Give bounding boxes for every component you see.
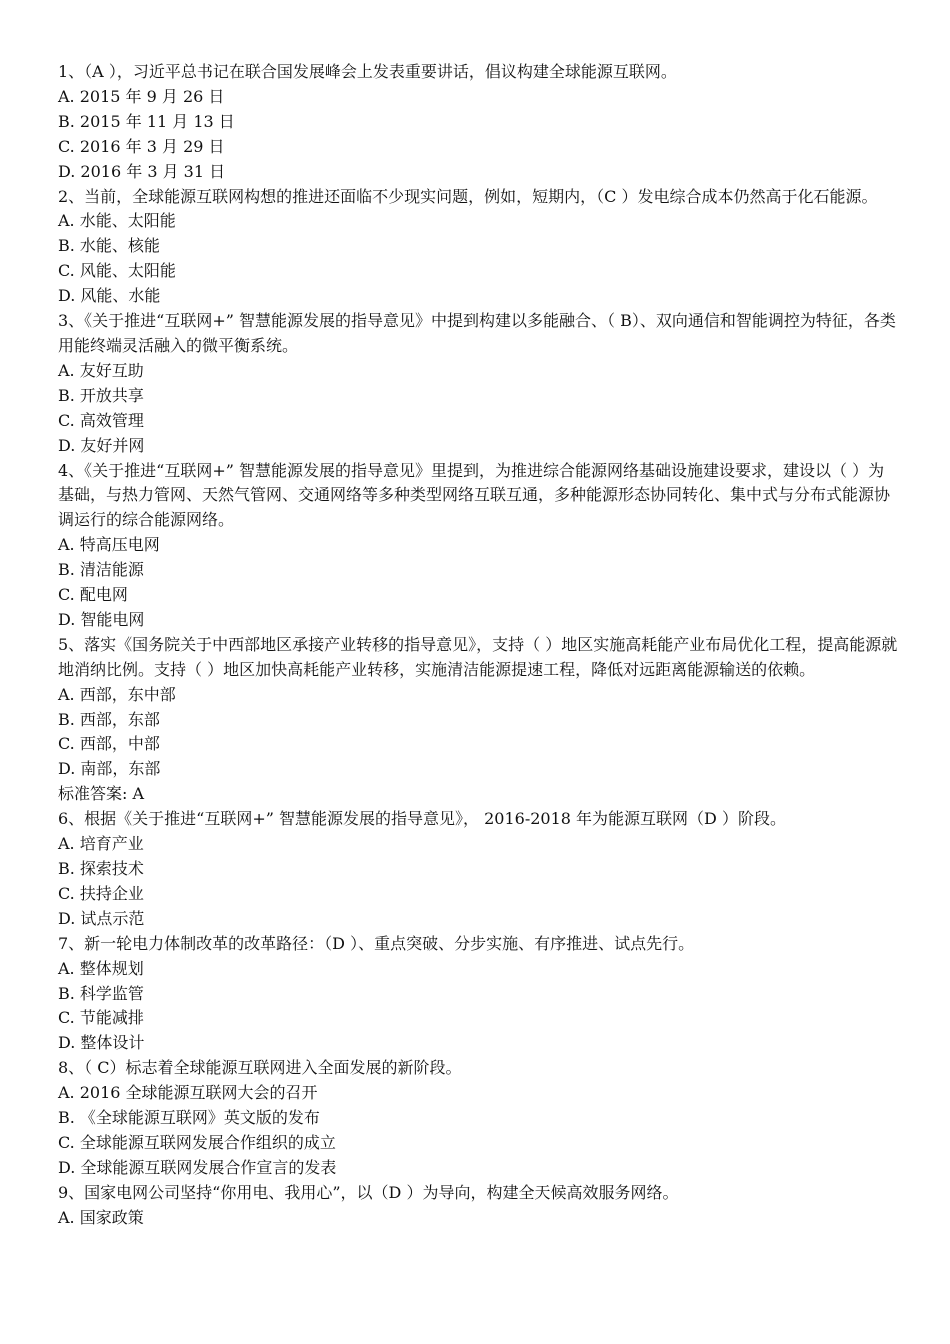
option-a: A. 整体规划: [58, 958, 144, 978]
option-d: D. 智能电网: [58, 609, 145, 629]
option-a: A. 2015 年 9 月 26 日: [58, 86, 225, 106]
option-b: B. 水能、核能: [58, 236, 160, 256]
question-1: [58, 60, 898, 185]
question-text: 7、新一轮电力体制改革的改革路径：（D ）、重点突破、分步实施、有序推进、试点先行。: [58, 933, 695, 953]
option-b: B. 2015 年 11 月 13 日: [58, 111, 235, 131]
option-a: A. 水能、太阳能: [58, 211, 176, 231]
option-c: C. 西部，中部: [58, 734, 160, 754]
option-c: C. 风能、太阳能: [58, 261, 176, 281]
option-d: D. 友好并网: [58, 435, 145, 455]
question-9: [58, 1181, 898, 1231]
question-text: 8、（ C）标志着全球能源互联网进入全面发展的新阶段。: [58, 1058, 462, 1078]
option-d: D. 全球能源互联网发展合作宣言的发表: [58, 1157, 337, 1177]
option-b: B. 《全球能源互联网》英文版的发布: [58, 1108, 320, 1128]
question-8: [58, 1056, 898, 1181]
standard-answer: 标准答案: A: [58, 784, 145, 804]
question-5: [58, 633, 898, 807]
question-text: 3、《关于推进“互联网+” 智慧能源发展的指导意见》中提到构建以多能融合、（ B）、双向通信和智能调控为特征，各类用能终端灵活融入的微平衡系统。: [58, 311, 896, 355]
option-a: A. 特高压电网: [58, 535, 160, 555]
option-b: B. 科学监管: [58, 983, 144, 1003]
question-document: [58, 60, 898, 1231]
question-7: [58, 932, 898, 1057]
option-b: B. 开放共享: [58, 385, 144, 405]
option-c: C. 配电网: [58, 585, 128, 605]
option-c: C. 节能减排: [58, 1008, 144, 1028]
question-text: 1、（A ），习近平总书记在联合国发展峰会上发表重要讲话，倡议构建全球能源互联网。: [58, 62, 677, 81]
option-d: D. 风能、水能: [58, 286, 161, 306]
question-text: 5、落实《国务院关于中西部地区承接产业转移的指导意见》，支持（ ）地区实施高耗能产业布局优化工程，提高能源就地消纳比例。支持（ ）地区加快高耗能产业转移，实施清洁能源提速工程，降低对远距离能源输送的依赖。: [58, 634, 898, 679]
option-a: A. 友好互助: [58, 360, 144, 380]
option-d: D. 2016 年 3 月 31 日: [58, 161, 226, 181]
option-d: D. 试点示范: [58, 908, 145, 928]
option-c: C. 2016 年 3 月 29 日: [58, 136, 225, 156]
option-a: A. 国家政策: [58, 1207, 144, 1227]
option-d: D. 南部，东部: [58, 759, 161, 779]
question-text: 2、当前，全球能源互联网构想的推进还面临不少现实问题，例如，短期内，（C ）发电综合成本仍然高于化石能源。: [58, 186, 878, 206]
option-a: A. 培育产业: [58, 834, 144, 854]
option-b: B. 西部，东部: [58, 709, 160, 729]
question-2: [58, 185, 898, 310]
question-6: [58, 807, 898, 932]
option-a: A. 2016 全球能源互联网大会的召开: [58, 1083, 318, 1103]
question-4: [58, 459, 898, 633]
question-3: [58, 309, 898, 458]
question-text: 9、国家电网公司坚持“你用电、我用心”，以（D ）为导向，构建全天候高效服务网络。: [58, 1182, 679, 1202]
option-d: D. 整体设计: [58, 1033, 145, 1053]
option-c: C. 全球能源互联网发展合作组织的成立: [58, 1132, 336, 1152]
option-b: B. 探索技术: [58, 859, 144, 878]
question-text: 6、根据《关于推进“互联网+” 智慧能源发展的指导意见》， 2016-2018 年为能源互联网（D ）阶段。: [58, 809, 786, 829]
option-c: C. 高效管理: [58, 410, 144, 430]
option-b: B. 清洁能源: [58, 560, 144, 580]
option-c: C. 扶持企业: [58, 883, 144, 903]
option-a: A. 西部，东中部: [58, 684, 176, 704]
question-text: 4、《关于推进“互联网+” 智慧能源发展的指导意见》里提到，为推进综合能源网络基础设施建设要求，建设以（ ）为基础，与热力管网、天然气管网、交通网络等多种类型网络互联互通，多种能源形态协同转化、集中式与分布式能源协调运行的综合能源网络。: [58, 460, 891, 530]
